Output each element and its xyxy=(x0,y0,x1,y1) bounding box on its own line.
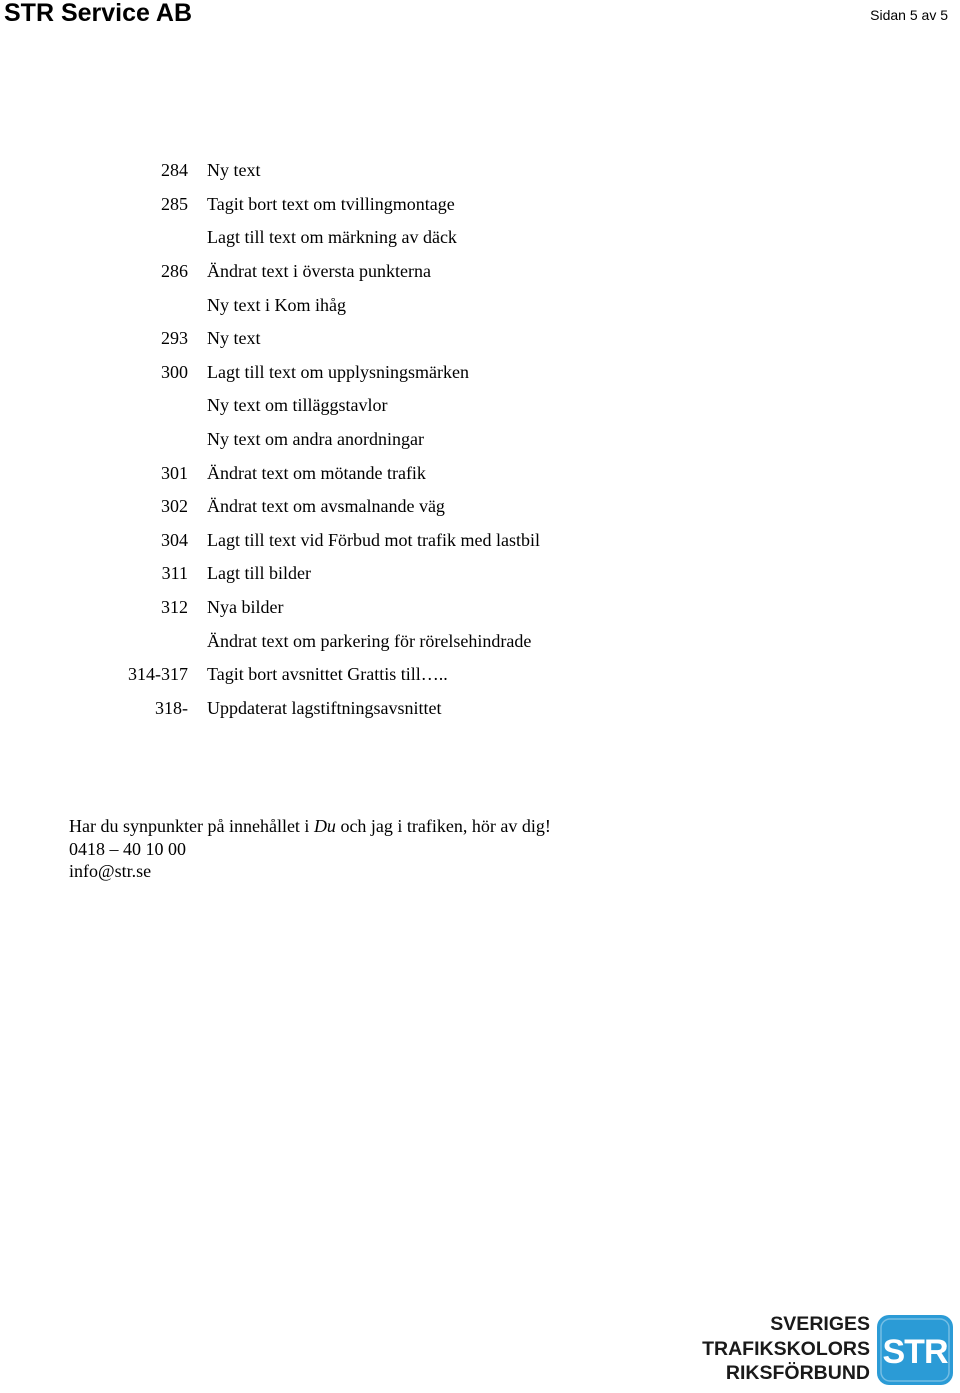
change-row xyxy=(0,692,700,726)
change-description: Ändrat text om avsmalnande väg xyxy=(207,496,445,517)
change-row xyxy=(0,456,700,490)
change-row xyxy=(0,591,700,625)
change-description: Tagit bort avsnittet Grattis till….. xyxy=(207,664,448,685)
change-row xyxy=(0,356,700,390)
logo-mark-text: STR xyxy=(882,1333,948,1371)
feedback-question xyxy=(69,815,551,838)
change-page-number: 304 xyxy=(161,529,188,550)
change-description: Lagt till text vid Förbud mot trafik med lastbil xyxy=(207,529,540,550)
change-page-number: 312 xyxy=(161,597,188,618)
change-page-number: 286 xyxy=(161,261,188,282)
logo-line-3: RIKSFÖRBUND xyxy=(725,1362,870,1384)
change-list xyxy=(0,154,700,725)
feedback-question-title: Du xyxy=(313,816,336,836)
change-description: Ny text om andra anordningar xyxy=(207,429,424,450)
change-page-number: 300 xyxy=(161,361,188,382)
change-description: Ny text i Kom ihåg xyxy=(207,294,346,315)
change-row xyxy=(0,658,700,692)
str-logo xyxy=(690,1312,956,1388)
change-page-number: 314-317 xyxy=(128,664,188,685)
change-description: Lagt till text om märkning av däck xyxy=(207,227,457,248)
change-row xyxy=(0,423,700,457)
logo-line-2: TRAFIKSKOLORS xyxy=(702,1337,870,1360)
change-row xyxy=(0,154,700,188)
feedback-section xyxy=(69,815,551,883)
change-description: Ny text om tilläggstavlor xyxy=(207,395,388,416)
change-description: Lagt till text om upplysningsmärken xyxy=(207,361,469,382)
change-description: Ny text xyxy=(207,328,261,349)
change-page-number: 285 xyxy=(161,193,188,214)
change-description: Nya bilder xyxy=(207,597,284,618)
change-row xyxy=(0,624,700,658)
logo-line-1: SVERIGES xyxy=(770,1313,870,1335)
change-row xyxy=(0,389,700,423)
company-title: STR Service AB xyxy=(4,0,193,27)
change-row xyxy=(0,524,700,558)
change-row xyxy=(0,221,700,255)
feedback-question-end: och jag i trafiken, hör av dig! xyxy=(335,816,551,836)
page-number: Sidan 5 av 5 xyxy=(870,7,948,23)
change-description: Tagit bort text om tvillingmontage xyxy=(207,193,455,214)
logo-wordmark xyxy=(702,1312,870,1386)
change-row xyxy=(0,322,700,356)
change-page-number: 284 xyxy=(161,160,188,181)
change-description: Ny text xyxy=(207,160,261,181)
change-description: Ändrat text om mötande trafik xyxy=(207,462,426,483)
change-page-number: 301 xyxy=(161,462,188,483)
change-row xyxy=(0,557,700,591)
change-row xyxy=(0,255,700,289)
change-description: Lagt till bilder xyxy=(207,563,311,584)
change-page-number: 311 xyxy=(161,563,188,584)
change-description: Ändrat text i översta punkterna xyxy=(207,261,431,282)
change-row xyxy=(0,490,700,524)
change-page-number: 293 xyxy=(161,328,188,349)
change-page-number: 318- xyxy=(155,697,188,718)
change-page-number: 302 xyxy=(161,496,188,517)
change-row xyxy=(0,288,700,322)
phone-number: 0418 – 40 10 00 xyxy=(69,838,186,859)
feedback-question-start: Har du synpunkter på innehållet i xyxy=(69,816,314,836)
str-logo-icon xyxy=(877,1315,953,1385)
change-description: Ändrat text om parkering för rörelsehindrade xyxy=(207,630,532,651)
email-address: info@str.se xyxy=(69,861,152,881)
change-description: Uppdaterat lagstiftningsavsnittet xyxy=(207,697,442,718)
change-row xyxy=(0,188,700,222)
